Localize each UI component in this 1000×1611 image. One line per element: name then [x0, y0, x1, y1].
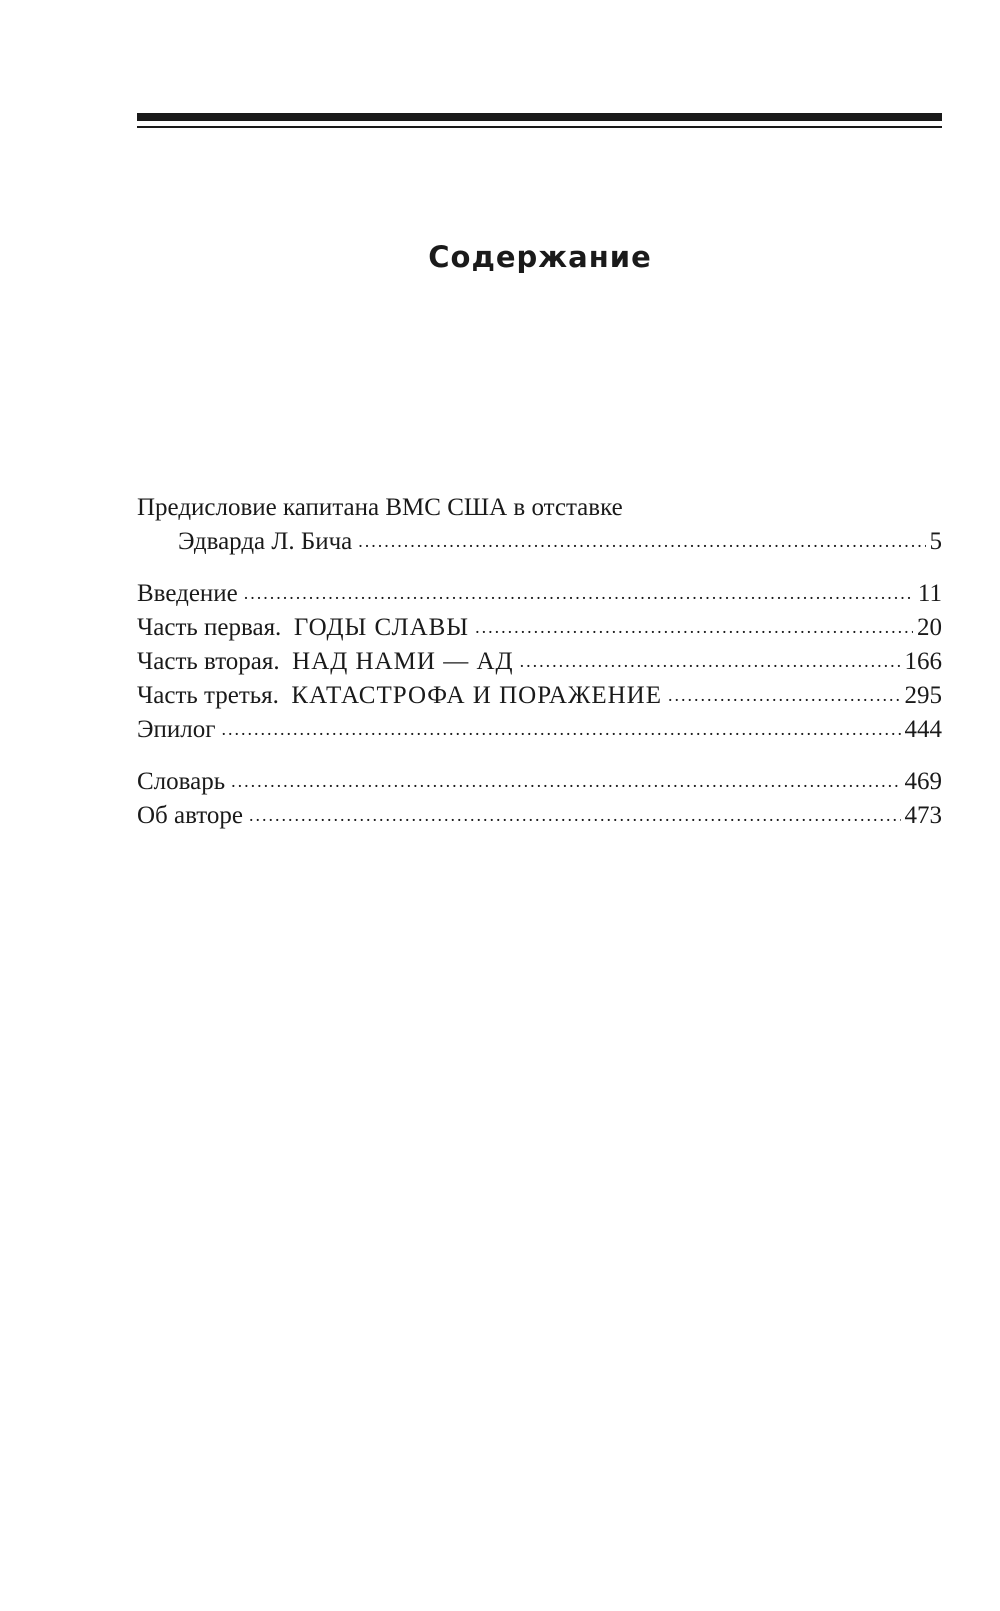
toc-page-number: 166: [904, 648, 942, 675]
dot-leader: [249, 798, 901, 832]
dot-leader: [668, 678, 900, 712]
toc-entry-epilogue[interactable]: [137, 713, 942, 747]
toc-part-name: КАТАСТРОФА И ПОРАЖЕНИЕ: [291, 682, 663, 709]
toc-page-number: 11: [917, 580, 942, 607]
toc-page-number: 5: [929, 528, 942, 555]
toc-page-number: 295: [904, 682, 942, 709]
toc-part-name: НАД НАМИ — АД: [292, 648, 514, 675]
toc-entry-label: Об авторе: [137, 802, 243, 829]
dot-leader: [222, 712, 901, 746]
dot-leader: [358, 524, 925, 558]
header-rule-thin: [137, 126, 942, 128]
dot-leader: [475, 610, 913, 644]
toc-part-prefix: Часть вторая.: [137, 648, 280, 675]
toc-entry-label: Словарь: [137, 768, 226, 795]
toc-entry-about-author[interactable]: [137, 799, 942, 833]
toc-part-prefix: Часть первая.: [137, 614, 282, 641]
dot-leader: [231, 764, 900, 798]
toc-entry-part-three[interactable]: [137, 679, 942, 713]
toc-entry-foreword[interactable]: [178, 525, 942, 559]
toc-entry-label: [137, 611, 469, 645]
toc-page-number: 473: [904, 802, 942, 829]
toc-entry-part-two[interactable]: [137, 645, 942, 679]
toc-page-number: 469: [904, 768, 942, 795]
toc-entry-label: Введение: [137, 580, 238, 607]
toc-entry-label: [137, 679, 662, 713]
toc-page-number: 20: [917, 614, 942, 641]
toc-part-name: ГОДЫ СЛАВЫ: [293, 614, 470, 641]
toc-entry-introduction[interactable]: [137, 577, 942, 611]
toc-part-prefix: Часть третья.: [137, 682, 279, 709]
dot-leader: [244, 576, 914, 610]
page-title: Содержание: [428, 240, 652, 274]
toc-entry-part-one[interactable]: [137, 611, 942, 645]
toc-entry-label: [137, 645, 514, 679]
dot-leader: [520, 644, 901, 678]
toc-entry-label: Эпилог: [137, 716, 216, 743]
toc-page-number: 444: [904, 716, 942, 743]
toc-entry-glossary[interactable]: [137, 765, 942, 799]
toc-entry-label: Предисловие капитана ВМС США в отставке: [137, 494, 623, 521]
header-rule-thick: [137, 113, 942, 121]
toc-entry-label: Эдварда Л. Бича: [178, 528, 353, 555]
toc-entry-foreword-line1: [137, 491, 942, 525]
